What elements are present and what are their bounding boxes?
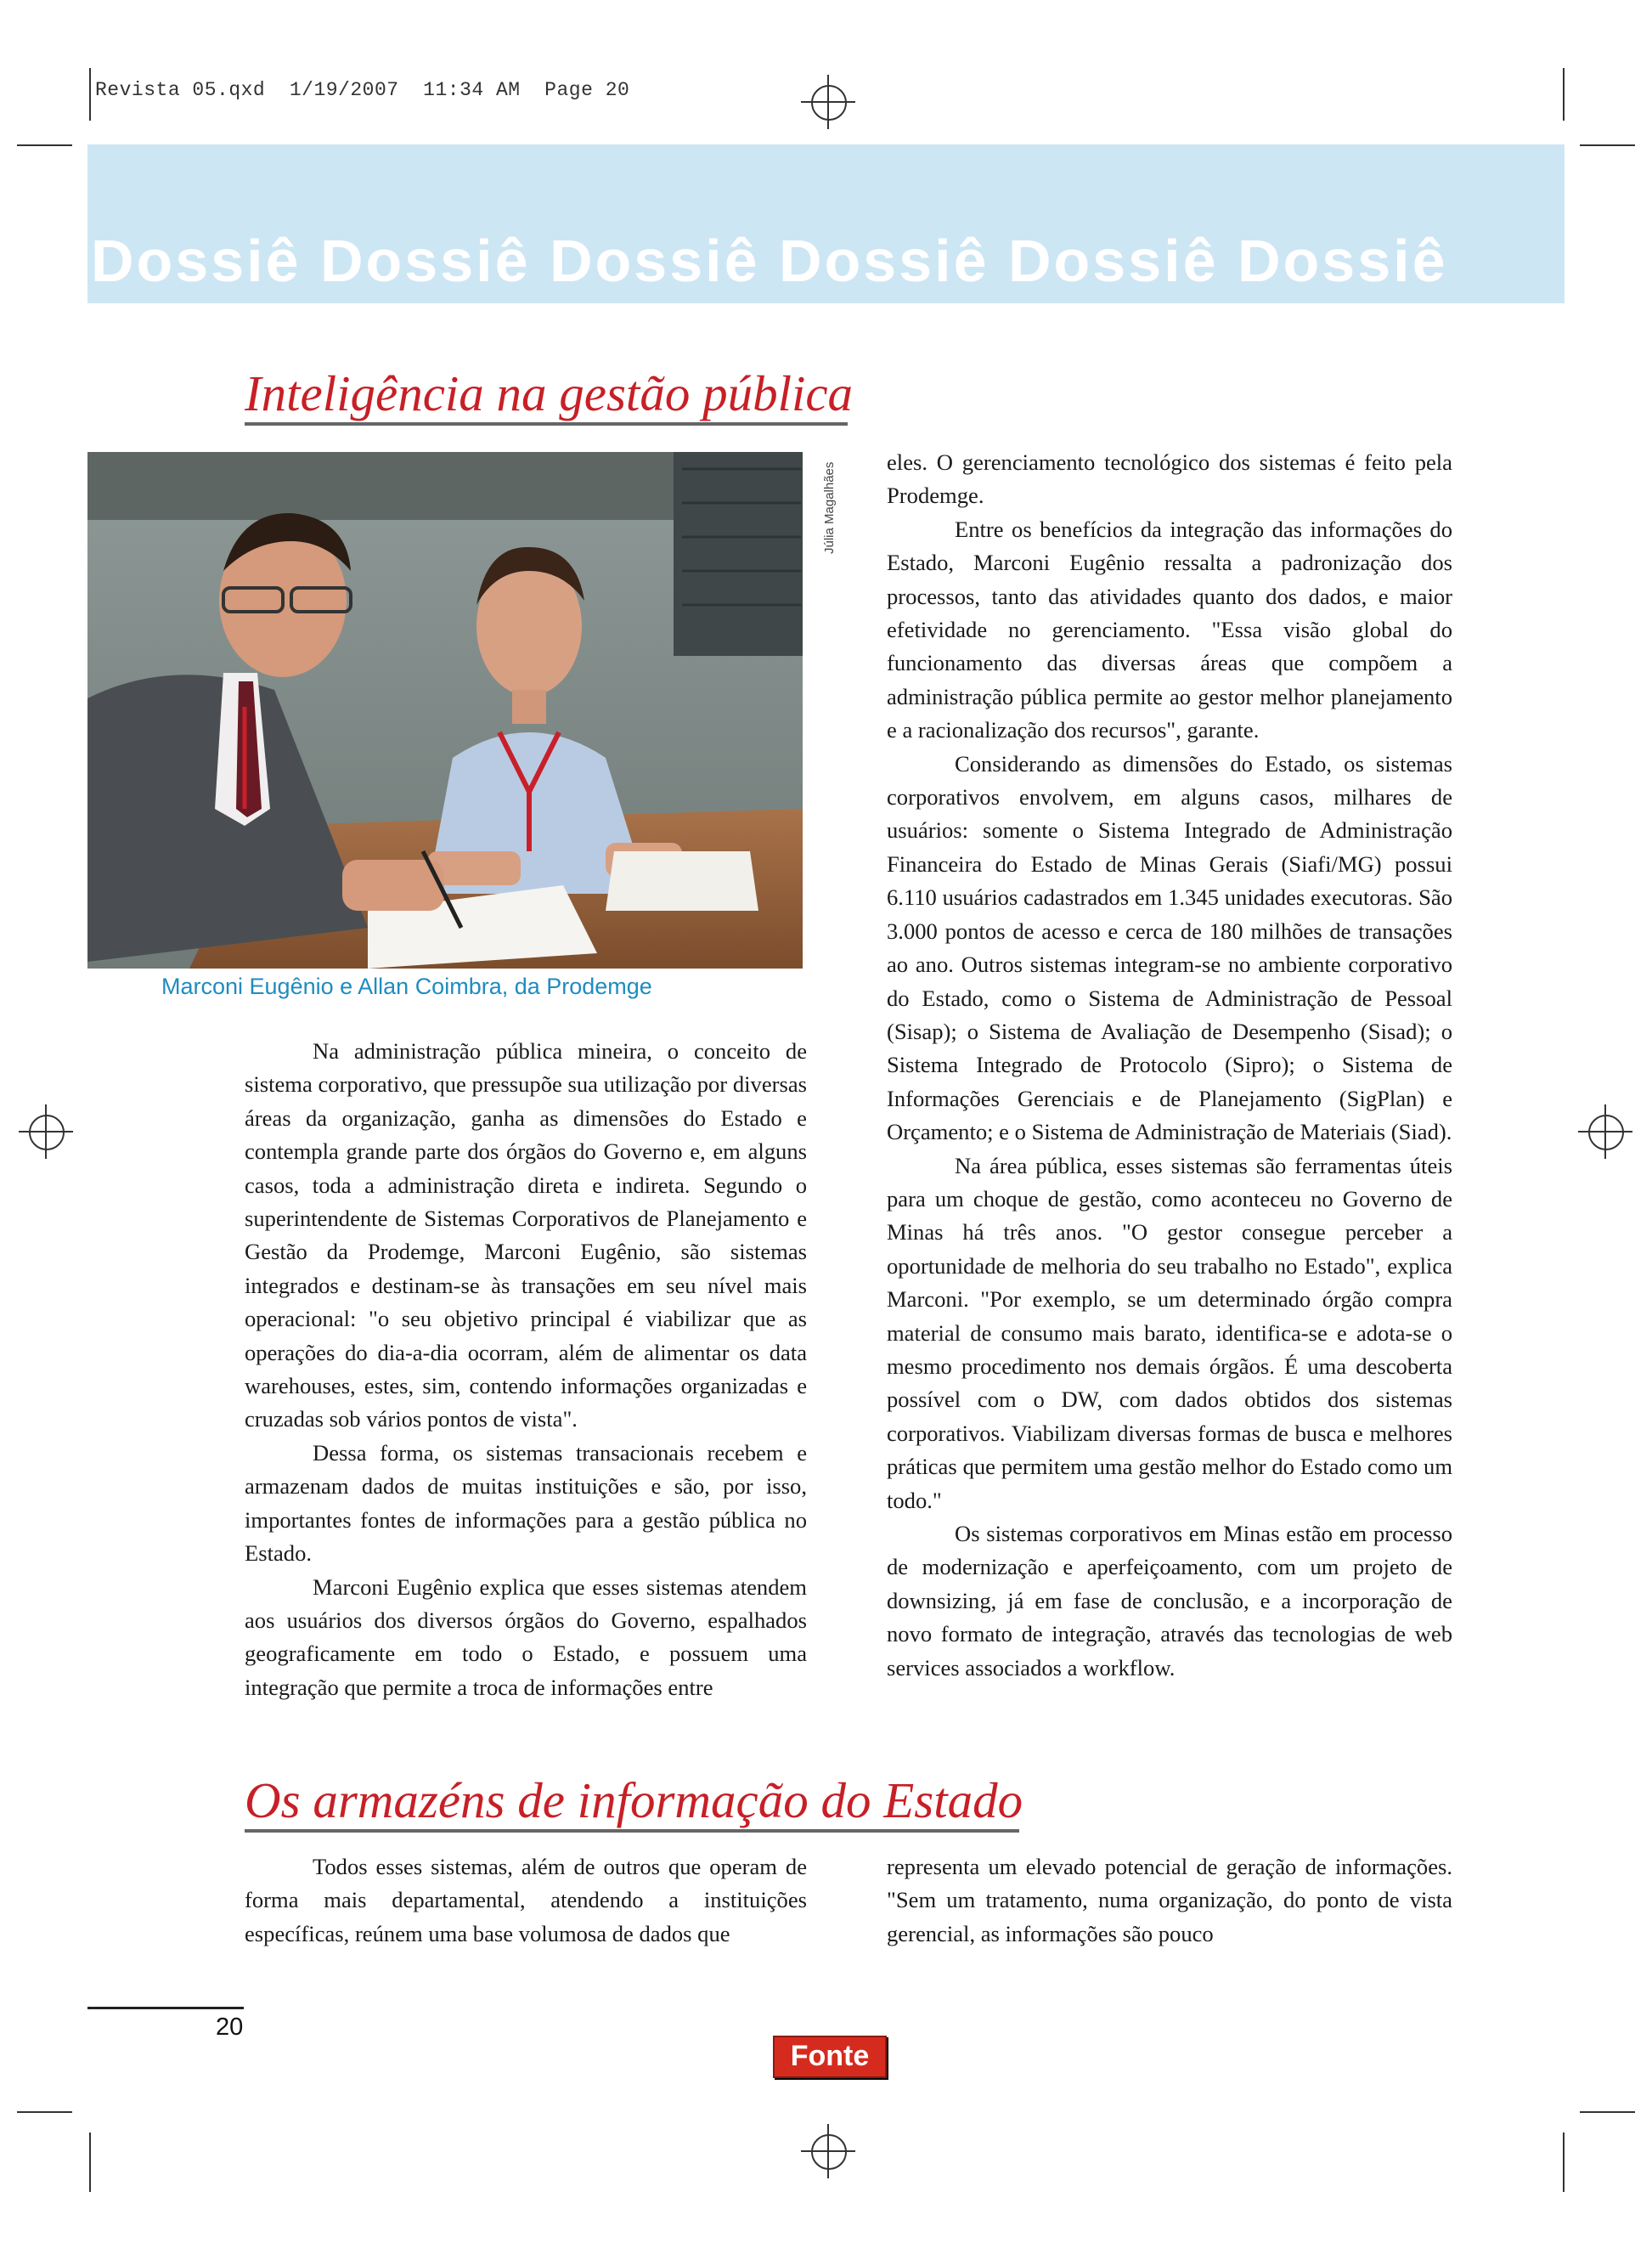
crop-mark <box>89 2132 91 2192</box>
crop-mark <box>1563 2132 1565 2192</box>
photo-credit: Júlia Magalhães <box>822 461 837 554</box>
paragraph: Entre os benefícios da integração das informações do Estado, Marconi Eugênio ressalta a padronização dos processos, tanto das atividades quanto dos dados, e maior efetividade no gerenciamento. "Essa visão global do funcionamento das diversas áreas que compõem a administração pública permite ao gestor melhor planejamento e a racionalização dos recursos", garante. <box>887 516 1452 743</box>
headline-underline <box>245 422 848 426</box>
crop-mark <box>17 2111 72 2113</box>
article-headline: Inteligência na gestão pública <box>245 365 854 421</box>
section-headline: Os armazéns de informação do Estado <box>245 1772 1023 1828</box>
crop-mark <box>89 68 91 121</box>
paragraph: Todos esses sistemas, além de outros que operam de forma mais departamental, atendendo a instituições específicas, reúnem uma base volumosa de dados que <box>245 1854 807 1946</box>
photo-caption: Marconi Eugênio e Allan Coimbra, da Prodemge <box>161 974 652 999</box>
registration-mark-top <box>801 75 855 129</box>
article-photo <box>87 452 803 969</box>
registration-mark-bottom <box>801 2124 855 2178</box>
printer-slug: Revista 05.qxd 1/19/2007 11:34 AM Page 20 <box>95 79 630 101</box>
crop-mark <box>1580 144 1635 146</box>
footer-rule <box>87 2007 244 2009</box>
paragraph: Na área pública, esses sistemas são ferramentas úteis para um choque de gestão, como aconteceu no Governo de Minas há três anos. "O gestor consegue perceber a oportunidade de melhoria do seu trabalho no Estado", explica Marconi. "Por exemplo, se um determinado órgão compra material de consumo mais barato, identifica-se e adota-se o mesmo procedimento nos demais órgãos. É uma descoberta possível com o DW, com dados obtidos dos sistemas corporativos. Viabilizam diversas formas de busca e melhores práticas que permitem uma gestão melhor do Estado como um todo." <box>887 1152 1452 1513</box>
section-band-label: Dossiê Dossiê Dossiê Dossiê Dossiê Dossiê <box>91 228 1448 294</box>
registration-mark-left <box>19 1104 73 1159</box>
paragraph: Os sistemas corporativos em Minas estão em processo de modernização e aperfeiçoamento, com um projeto de downsizing, já em fase de conclusão, e a incorporação de novo formato de integração, através das tecnologias de web services associados a workflow. <box>887 1521 1452 1680</box>
headline-underline <box>245 1829 1019 1833</box>
paragraph: Considerando as dimensões do Estado, os sistemas corporativos envolvem, em alguns casos, milhares de usuários: somente o Sistema Integrado de Administração Financeira do Estado de Minas Gerais (Siafi/MG) possui 6.110 usuários cadastrados em 1.345 unidades executoras. São 3.000 pontos de acesso e cerca de 180 milhões de transações ao ano. Outros sistemas integram-se no ambiente corporativo do Estado, como o Sistema de Administração de Pessoal (Sisap); o Sistema de Avaliação de Desempenho (Sisad); o Sistema Integrado de Protocolo (Sipro); o Sistema de Informações Gerenciais e de Planejamento (SigPlan) e Orçamento; e o Sistema de Administração de Materiais (Siad). <box>887 750 1452 1145</box>
page-number: 20 <box>216 2014 244 2041</box>
body-column-right <box>887 446 1452 1685</box>
fonte-logo: Fonte <box>773 2036 887 2078</box>
paragraph: Marconi Eugênio explica que esses sistemas atendem aos usuários dos diversos órgãos do Governo, espalhados geograficamente em todo o Estado, e possuem uma integração que permite a troca de informações entre <box>245 1573 807 1700</box>
crop-mark <box>1563 68 1565 121</box>
body-column-left <box>245 1850 807 1951</box>
crop-mark <box>1580 2111 1635 2113</box>
paragraph: Dessa forma, os sistemas transacionais recebem e armazenam dados de muitas instituições e são, por isso, importantes fontes de informações para a gestão pública no Estado. <box>245 1439 807 1567</box>
paragraph: representa um elevado potencial de geração de informações. "Sem um tratamento, numa organização, do ponto de vista gerencial, as informações são pouco <box>887 1854 1452 1946</box>
photo-illustration <box>87 452 803 969</box>
paragraph: eles. O gerenciamento tecnológico dos sistemas é feito pela Prodemge. <box>887 449 1452 509</box>
body-column-right <box>887 1850 1452 1951</box>
body-column-left <box>245 1035 807 1704</box>
crop-mark <box>17 144 72 146</box>
paragraph: Na administração pública mineira, o conceito de sistema corporativo, que pressupõe sua utilização por diversas áreas da organização, ganha as dimensões do Estado e contempla grande parte dos órgãos do Governo e, em alguns casos, toda a administração direta e indireta. Segundo o superintendente de Sistemas Corporativos de Planejamento e Gestão da Prodemge, Marconi Eugênio, são sistemas integrados e destinam-se às transações em seu nível mais operacional: "o seu objetivo principal é viabilizar que as operações do dia-a-dia ocorram, além de alimentar os data warehouses, estes, sim, contendo informações organizadas e cruzadas sob vários pontos de vista". <box>245 1038 807 1432</box>
section-band <box>87 144 1565 303</box>
registration-mark-right <box>1578 1104 1632 1159</box>
